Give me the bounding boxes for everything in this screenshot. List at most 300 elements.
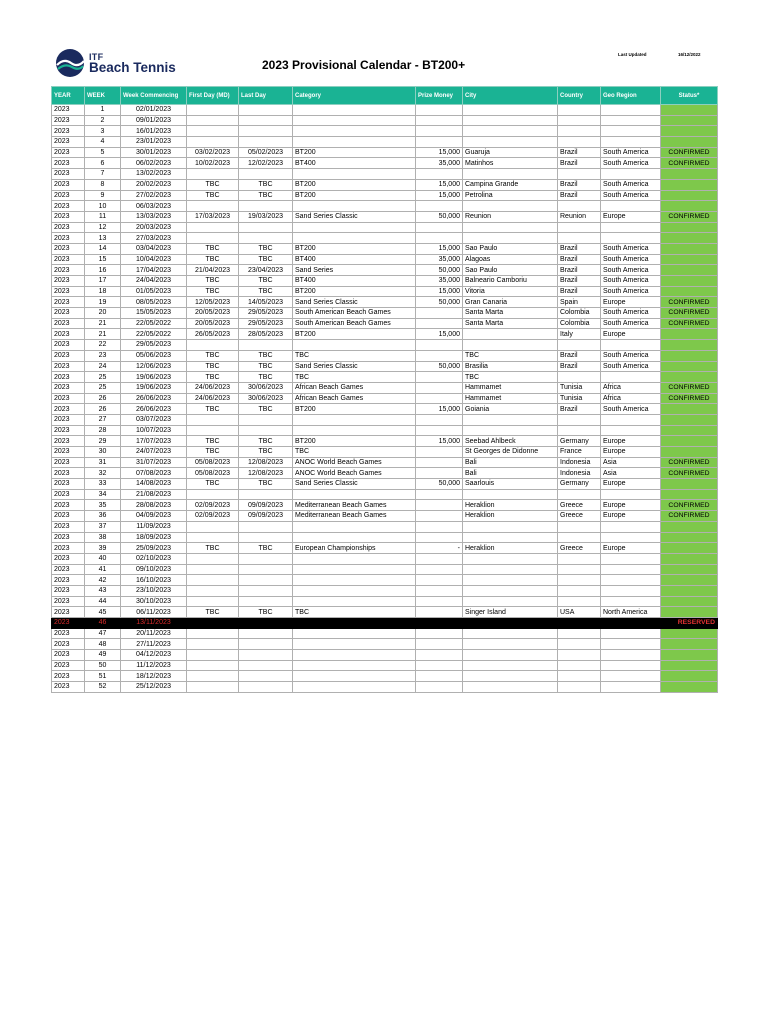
cell-category bbox=[293, 639, 416, 650]
cell-geo-region: Africa bbox=[601, 382, 661, 393]
cell-city: Saarlouis bbox=[463, 479, 558, 490]
cell-week: 41 bbox=[85, 564, 121, 575]
cell-country bbox=[558, 650, 601, 661]
cell-week-commencing: 22/05/2022 bbox=[121, 318, 187, 329]
column-header-city: City bbox=[463, 87, 558, 105]
cell-prize-money bbox=[416, 350, 463, 361]
cell-week: 35 bbox=[85, 500, 121, 511]
cell-country bbox=[558, 126, 601, 137]
cell-prize-money bbox=[416, 585, 463, 596]
cell-week-commencing: 19/06/2023 bbox=[121, 382, 187, 393]
cell-first-day: 10/02/2023 bbox=[187, 158, 239, 169]
table-row bbox=[52, 596, 718, 607]
cell-year: 2023 bbox=[52, 671, 85, 682]
cell-week: 40 bbox=[85, 553, 121, 564]
table-row bbox=[52, 532, 718, 543]
cell-first-day bbox=[187, 575, 239, 586]
cell-city: Santa Marta bbox=[463, 308, 558, 319]
cell-geo-region bbox=[601, 585, 661, 596]
cell-city: St Georges de Didonne bbox=[463, 447, 558, 458]
cell-first-day bbox=[187, 233, 239, 244]
cell-week: 42 bbox=[85, 575, 121, 586]
cell-week-commencing: 04/09/2023 bbox=[121, 511, 187, 522]
cell-country bbox=[558, 372, 601, 383]
cell-category bbox=[293, 521, 416, 532]
cell-last-day: 05/02/2023 bbox=[239, 147, 293, 158]
cell-last-day: 29/05/2023 bbox=[239, 308, 293, 319]
cell-status bbox=[661, 265, 718, 276]
cell-geo-region bbox=[601, 105, 661, 116]
cell-prize-money bbox=[416, 340, 463, 351]
cell-week: 21 bbox=[85, 329, 121, 340]
cell-category bbox=[293, 682, 416, 693]
cell-status bbox=[661, 660, 718, 671]
cell-status bbox=[661, 361, 718, 372]
cell-geo-region bbox=[601, 137, 661, 148]
cell-prize-money bbox=[416, 511, 463, 522]
cell-prize-money bbox=[416, 575, 463, 586]
cell-status bbox=[661, 564, 718, 575]
cell-last-day: TBC bbox=[239, 254, 293, 265]
cell-week-commencing: 06/11/2023 bbox=[121, 607, 187, 618]
table-row bbox=[52, 158, 718, 169]
column-header-category: Category bbox=[293, 87, 416, 105]
cell-status bbox=[661, 414, 718, 425]
cell-status bbox=[661, 650, 718, 661]
cell-prize-money: 15,000 bbox=[416, 179, 463, 190]
cell-geo-region bbox=[601, 372, 661, 383]
cell-category bbox=[293, 671, 416, 682]
cell-status bbox=[661, 276, 718, 287]
cell-country bbox=[558, 137, 601, 148]
cell-week-commencing: 13/11/2023 bbox=[121, 618, 187, 629]
cell-country: Brazil bbox=[558, 190, 601, 201]
cell-category: South American Beach Games bbox=[293, 308, 416, 319]
cell-week-commencing: 22/05/2022 bbox=[121, 329, 187, 340]
cell-last-day bbox=[239, 115, 293, 126]
cell-category bbox=[293, 660, 416, 671]
cell-city: Reunion bbox=[463, 211, 558, 222]
cell-country bbox=[558, 618, 601, 629]
cell-status bbox=[661, 607, 718, 618]
cell-year: 2023 bbox=[52, 147, 85, 158]
cell-status bbox=[661, 179, 718, 190]
cell-category: ANOC World Beach Games bbox=[293, 468, 416, 479]
cell-prize-money bbox=[416, 500, 463, 511]
cell-geo-region: South America bbox=[601, 147, 661, 158]
cell-city bbox=[463, 137, 558, 148]
cell-year: 2023 bbox=[52, 585, 85, 596]
table-row bbox=[52, 671, 718, 682]
table-row bbox=[52, 521, 718, 532]
cell-category: TBC bbox=[293, 372, 416, 383]
cell-geo-region: South America bbox=[601, 361, 661, 372]
cell-last-day bbox=[239, 639, 293, 650]
cell-first-day bbox=[187, 414, 239, 425]
itf-beach-tennis-logo bbox=[55, 48, 185, 82]
cell-week-commencing: 02/01/2023 bbox=[121, 105, 187, 116]
cell-geo-region: South America bbox=[601, 318, 661, 329]
table-row bbox=[52, 447, 718, 458]
cell-geo-region: Europe bbox=[601, 500, 661, 511]
cell-geo-region bbox=[601, 618, 661, 629]
cell-category: Sand Series Classic bbox=[293, 297, 416, 308]
cell-last-day bbox=[239, 201, 293, 212]
cell-week: 14 bbox=[85, 243, 121, 254]
table-row bbox=[52, 372, 718, 383]
cell-last-day bbox=[239, 618, 293, 629]
column-header-first-day: First Day (MD) bbox=[187, 87, 239, 105]
cell-first-day bbox=[187, 660, 239, 671]
cell-last-day bbox=[239, 222, 293, 233]
cell-country: Greece bbox=[558, 543, 601, 554]
cell-prize-money bbox=[416, 468, 463, 479]
cell-prize-money bbox=[416, 447, 463, 458]
cell-prize-money bbox=[416, 671, 463, 682]
cell-year: 2023 bbox=[52, 201, 85, 212]
table-row bbox=[52, 126, 718, 137]
table-row bbox=[52, 243, 718, 254]
cell-geo-region: Europe bbox=[601, 479, 661, 490]
cell-week: 5 bbox=[85, 147, 121, 158]
cell-status: CONFIRMED bbox=[661, 382, 718, 393]
cell-week-commencing: 01/05/2023 bbox=[121, 286, 187, 297]
cell-week-commencing: 18/12/2023 bbox=[121, 671, 187, 682]
cell-year: 2023 bbox=[52, 500, 85, 511]
cell-category: African Beach Games bbox=[293, 393, 416, 404]
cell-prize-money bbox=[416, 115, 463, 126]
cell-category: ANOC World Beach Games bbox=[293, 457, 416, 468]
cell-last-day: TBC bbox=[239, 179, 293, 190]
column-header-week: WEEK bbox=[85, 87, 121, 105]
cell-year: 2023 bbox=[52, 479, 85, 490]
table-row bbox=[52, 340, 718, 351]
cell-week: 28 bbox=[85, 425, 121, 436]
cell-category bbox=[293, 532, 416, 543]
cell-country: Tunisia bbox=[558, 393, 601, 404]
cell-year: 2023 bbox=[52, 329, 85, 340]
cell-first-day bbox=[187, 489, 239, 500]
cell-last-day bbox=[239, 425, 293, 436]
table-row bbox=[52, 147, 718, 158]
cell-geo-region: South America bbox=[601, 190, 661, 201]
table-row bbox=[52, 650, 718, 661]
cell-status bbox=[661, 329, 718, 340]
cell-first-day bbox=[187, 596, 239, 607]
cell-city: Alagoas bbox=[463, 254, 558, 265]
cell-week: 44 bbox=[85, 596, 121, 607]
cell-prize-money bbox=[416, 553, 463, 564]
cell-country: Germany bbox=[558, 436, 601, 447]
cell-geo-region bbox=[601, 489, 661, 500]
cell-city: Bali bbox=[463, 457, 558, 468]
cell-city: Vitoria bbox=[463, 286, 558, 297]
cell-country bbox=[558, 425, 601, 436]
table-row bbox=[52, 382, 718, 393]
cell-geo-region: Europe bbox=[601, 297, 661, 308]
table-row bbox=[52, 468, 718, 479]
cell-prize-money bbox=[416, 222, 463, 233]
cell-city bbox=[463, 650, 558, 661]
cell-last-day: TBC bbox=[239, 361, 293, 372]
table-row bbox=[52, 639, 718, 650]
cell-city bbox=[463, 628, 558, 639]
cell-week: 26 bbox=[85, 404, 121, 415]
cell-first-day bbox=[187, 521, 239, 532]
cell-week: 3 bbox=[85, 126, 121, 137]
cell-last-day bbox=[239, 414, 293, 425]
cell-geo-region: South America bbox=[601, 404, 661, 415]
cell-year: 2023 bbox=[52, 105, 85, 116]
cell-status bbox=[661, 585, 718, 596]
cell-prize-money bbox=[416, 201, 463, 212]
cell-status bbox=[661, 628, 718, 639]
cell-status: CONFIRMED bbox=[661, 468, 718, 479]
cell-country: Spain bbox=[558, 297, 601, 308]
cell-week: 15 bbox=[85, 254, 121, 265]
cell-country: Tunisia bbox=[558, 382, 601, 393]
cell-week-commencing: 26/06/2023 bbox=[121, 393, 187, 404]
cell-last-day bbox=[239, 682, 293, 693]
cell-geo-region bbox=[601, 596, 661, 607]
cell-prize-money: 15,000 bbox=[416, 404, 463, 415]
column-header-last-day: Last Day bbox=[239, 87, 293, 105]
cell-prize-money: 15,000 bbox=[416, 329, 463, 340]
cell-week-commencing: 31/07/2023 bbox=[121, 457, 187, 468]
cell-week: 16 bbox=[85, 265, 121, 276]
table-row bbox=[52, 660, 718, 671]
cell-prize-money bbox=[416, 414, 463, 425]
cell-year: 2023 bbox=[52, 414, 85, 425]
cell-status bbox=[661, 372, 718, 383]
cell-first-day: 26/05/2023 bbox=[187, 329, 239, 340]
cell-status bbox=[661, 169, 718, 180]
cell-prize-money bbox=[416, 639, 463, 650]
beach-tennis-ball-icon bbox=[55, 48, 85, 78]
cell-city: Heraklion bbox=[463, 543, 558, 554]
cell-city bbox=[463, 639, 558, 650]
cell-category: Sand Series Classic bbox=[293, 479, 416, 490]
cell-year: 2023 bbox=[52, 340, 85, 351]
cell-last-day: TBC bbox=[239, 372, 293, 383]
cell-week: 37 bbox=[85, 521, 121, 532]
cell-status bbox=[661, 671, 718, 682]
cell-week-commencing: 24/04/2023 bbox=[121, 276, 187, 287]
cell-geo-region: North America bbox=[601, 607, 661, 618]
cell-geo-region bbox=[601, 126, 661, 137]
cell-week-commencing: 11/09/2023 bbox=[121, 521, 187, 532]
cell-week-commencing: 16/01/2023 bbox=[121, 126, 187, 137]
cell-country: Brazil bbox=[558, 243, 601, 254]
cell-status bbox=[661, 105, 718, 116]
cell-status: CONFIRMED bbox=[661, 297, 718, 308]
cell-first-day bbox=[187, 201, 239, 212]
cell-week: 48 bbox=[85, 639, 121, 650]
cell-city: Heraklion bbox=[463, 511, 558, 522]
cell-year: 2023 bbox=[52, 682, 85, 693]
cell-week: 30 bbox=[85, 447, 121, 458]
cell-city: Gran Canaria bbox=[463, 297, 558, 308]
cell-status bbox=[661, 596, 718, 607]
cell-category bbox=[293, 126, 416, 137]
cell-week: 8 bbox=[85, 179, 121, 190]
cell-country bbox=[558, 115, 601, 126]
cell-prize-money: 15,000 bbox=[416, 286, 463, 297]
cell-status: CONFIRMED bbox=[661, 158, 718, 169]
cell-week-commencing: 11/12/2023 bbox=[121, 660, 187, 671]
cell-first-day: TBC bbox=[187, 190, 239, 201]
cell-category bbox=[293, 137, 416, 148]
cell-first-day bbox=[187, 105, 239, 116]
cell-week-commencing: 04/12/2023 bbox=[121, 650, 187, 661]
cell-first-day: TBC bbox=[187, 447, 239, 458]
cell-country: France bbox=[558, 447, 601, 458]
cell-city bbox=[463, 585, 558, 596]
cell-last-day: TBC bbox=[239, 607, 293, 618]
cell-status bbox=[661, 543, 718, 554]
cell-first-day: 03/02/2023 bbox=[187, 147, 239, 158]
cell-week-commencing: 09/01/2023 bbox=[121, 115, 187, 126]
cell-first-day bbox=[187, 618, 239, 629]
cell-last-day: 30/06/2023 bbox=[239, 393, 293, 404]
cell-geo-region bbox=[601, 639, 661, 650]
cell-city bbox=[463, 532, 558, 543]
cell-prize-money bbox=[416, 682, 463, 693]
table-row bbox=[52, 585, 718, 596]
cell-year: 2023 bbox=[52, 532, 85, 543]
cell-category: BT200 bbox=[293, 436, 416, 447]
cell-week: 21 bbox=[85, 318, 121, 329]
table-header-row bbox=[52, 87, 718, 105]
cell-prize-money: 50,000 bbox=[416, 361, 463, 372]
table-row bbox=[52, 308, 718, 319]
cell-category bbox=[293, 169, 416, 180]
cell-country: Colombia bbox=[558, 318, 601, 329]
cell-city bbox=[463, 682, 558, 693]
cell-year: 2023 bbox=[52, 222, 85, 233]
cell-geo-region: South America bbox=[601, 158, 661, 169]
cell-week: 39 bbox=[85, 543, 121, 554]
cell-last-day bbox=[239, 596, 293, 607]
cell-city: Guaruja bbox=[463, 147, 558, 158]
cell-first-day bbox=[187, 553, 239, 564]
cell-city bbox=[463, 671, 558, 682]
cell-status bbox=[661, 126, 718, 137]
cell-last-day bbox=[239, 650, 293, 661]
cell-category bbox=[293, 489, 416, 500]
cell-geo-region bbox=[601, 660, 661, 671]
cell-prize-money: - bbox=[416, 543, 463, 554]
cell-geo-region: Europe bbox=[601, 436, 661, 447]
cell-first-day bbox=[187, 126, 239, 137]
cell-first-day: 02/09/2023 bbox=[187, 511, 239, 522]
cell-week-commencing: 05/06/2023 bbox=[121, 350, 187, 361]
cell-country: Colombia bbox=[558, 308, 601, 319]
cell-country bbox=[558, 489, 601, 500]
cell-week: 9 bbox=[85, 190, 121, 201]
cell-year: 2023 bbox=[52, 393, 85, 404]
cell-year: 2023 bbox=[52, 286, 85, 297]
cell-last-day: TBC bbox=[239, 190, 293, 201]
cell-status: CONFIRMED bbox=[661, 457, 718, 468]
cell-country bbox=[558, 553, 601, 564]
cell-category: TBC bbox=[293, 447, 416, 458]
cell-geo-region bbox=[601, 201, 661, 212]
cell-week: 1 bbox=[85, 105, 121, 116]
cell-week-commencing: 16/10/2023 bbox=[121, 575, 187, 586]
cell-last-day: 19/03/2023 bbox=[239, 211, 293, 222]
cell-geo-region: South America bbox=[601, 350, 661, 361]
cell-category: BT200 bbox=[293, 286, 416, 297]
cell-city bbox=[463, 575, 558, 586]
cell-year: 2023 bbox=[52, 575, 85, 586]
calendar-table bbox=[51, 86, 718, 693]
table-row bbox=[52, 500, 718, 511]
cell-category bbox=[293, 115, 416, 126]
cell-country: Brazil bbox=[558, 286, 601, 297]
cell-week-commencing: 09/10/2023 bbox=[121, 564, 187, 575]
cell-status bbox=[661, 436, 718, 447]
cell-last-day: TBC bbox=[239, 447, 293, 458]
cell-week-commencing: 20/03/2023 bbox=[121, 222, 187, 233]
cell-category: Sand Series bbox=[293, 265, 416, 276]
cell-city bbox=[463, 596, 558, 607]
cell-prize-money: 50,000 bbox=[416, 297, 463, 308]
cell-country bbox=[558, 575, 601, 586]
cell-country bbox=[558, 564, 601, 575]
cell-category: Sand Series Classic bbox=[293, 211, 416, 222]
table-row bbox=[52, 575, 718, 586]
cell-prize-money: 15,000 bbox=[416, 243, 463, 254]
cell-prize-money: 50,000 bbox=[416, 479, 463, 490]
cell-first-day: 21/04/2023 bbox=[187, 265, 239, 276]
cell-week: 31 bbox=[85, 457, 121, 468]
cell-year: 2023 bbox=[52, 265, 85, 276]
cell-first-day: TBC bbox=[187, 479, 239, 490]
cell-last-day: 12/08/2023 bbox=[239, 468, 293, 479]
cell-city bbox=[463, 414, 558, 425]
cell-country bbox=[558, 660, 601, 671]
cell-year: 2023 bbox=[52, 211, 85, 222]
cell-status bbox=[661, 190, 718, 201]
cell-city bbox=[463, 233, 558, 244]
cell-country bbox=[558, 596, 601, 607]
cell-geo-region: South America bbox=[601, 308, 661, 319]
cell-last-day bbox=[239, 126, 293, 137]
cell-prize-money bbox=[416, 489, 463, 500]
cell-last-day bbox=[239, 660, 293, 671]
cell-city: Campina Grande bbox=[463, 179, 558, 190]
table-row bbox=[52, 211, 718, 222]
cell-category bbox=[293, 553, 416, 564]
cell-country: Brazil bbox=[558, 158, 601, 169]
cell-year: 2023 bbox=[52, 489, 85, 500]
cell-year: 2023 bbox=[52, 650, 85, 661]
cell-last-day: 12/08/2023 bbox=[239, 457, 293, 468]
cell-category: BT400 bbox=[293, 254, 416, 265]
cell-week: 25 bbox=[85, 382, 121, 393]
cell-category bbox=[293, 105, 416, 116]
cell-week-commencing: 27/02/2023 bbox=[121, 190, 187, 201]
cell-status: RESERVED bbox=[661, 618, 718, 629]
cell-category: BT400 bbox=[293, 276, 416, 287]
cell-category: Sand Series Classic bbox=[293, 361, 416, 372]
cell-status: CONFIRMED bbox=[661, 500, 718, 511]
cell-week-commencing: 10/04/2023 bbox=[121, 254, 187, 265]
cell-status bbox=[661, 286, 718, 297]
table-row bbox=[52, 318, 718, 329]
cell-last-day: TBC bbox=[239, 543, 293, 554]
